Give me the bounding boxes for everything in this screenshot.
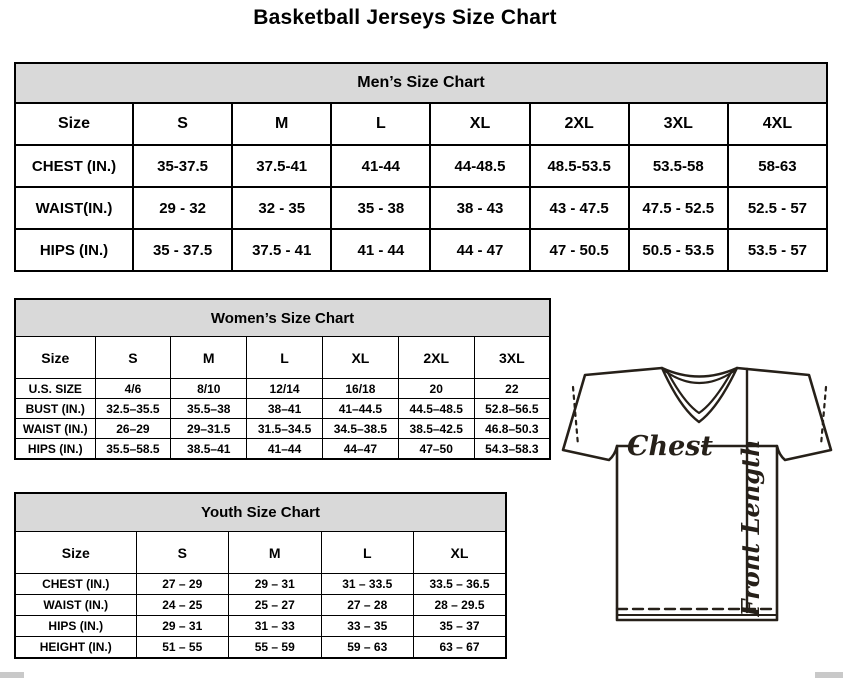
- column-header: 3XL: [629, 103, 728, 145]
- cell: 32.5–35.5: [95, 399, 171, 419]
- table-row: [15, 399, 550, 419]
- cell: 44–47: [322, 439, 398, 460]
- cell: 47.5 - 52.5: [629, 187, 728, 229]
- cell: 31.5–34.5: [247, 419, 323, 439]
- column-header: Size: [15, 337, 95, 379]
- cell: 38–41: [247, 399, 323, 419]
- womens-chart-header-row: [15, 337, 550, 379]
- cell: 44 - 47: [430, 229, 529, 271]
- cell: 41–44: [247, 439, 323, 460]
- cell: 12/14: [247, 379, 323, 399]
- cell: 54.3–58.3: [474, 439, 550, 460]
- cell: 47 - 50.5: [530, 229, 629, 271]
- h-scrollbar-right-button[interactable]: [815, 672, 843, 678]
- mens-chart-title: Men’s Size Chart: [15, 63, 827, 103]
- row-label: WAIST(IN.): [15, 187, 133, 229]
- cell: 31 – 33.5: [321, 574, 414, 595]
- cell: 20: [398, 379, 474, 399]
- cell: 59 – 63: [321, 637, 414, 659]
- page-title: Basketball Jerseys Size Chart: [253, 6, 557, 29]
- column-header: S: [133, 103, 232, 145]
- column-header: XL: [430, 103, 529, 145]
- row-label: HIPS (IN.): [15, 439, 95, 460]
- cell: 53.5-58: [629, 145, 728, 187]
- column-header: Size: [15, 103, 133, 145]
- row-label: HEIGHT (IN.): [15, 637, 136, 659]
- cell: 27 – 29: [136, 574, 229, 595]
- mens-chart-header-row: [15, 103, 827, 145]
- row-label: BUST (IN.): [15, 399, 95, 419]
- cell: 29 – 31: [229, 574, 322, 595]
- cell: 35 - 38: [331, 187, 430, 229]
- column-header: M: [229, 532, 322, 574]
- cell: 44.5–48.5: [398, 399, 474, 419]
- cell: 38 - 43: [430, 187, 529, 229]
- cell: 29 - 32: [133, 187, 232, 229]
- table-row: [15, 637, 506, 659]
- cell: 63 – 67: [414, 637, 507, 659]
- cell: 50.5 - 53.5: [629, 229, 728, 271]
- cell: 43 - 47.5: [530, 187, 629, 229]
- cell: 41-44: [331, 145, 430, 187]
- womens-chart-title: Women’s Size Chart: [15, 299, 550, 337]
- cell: 46.8–50.3: [474, 419, 550, 439]
- cell: 16/18: [322, 379, 398, 399]
- row-label: HIPS (IN.): [15, 229, 133, 271]
- womens-size-chart-table: [14, 298, 551, 460]
- jersey-measurement-diagram: [556, 358, 843, 626]
- column-header: S: [136, 532, 229, 574]
- column-header: XL: [414, 532, 507, 574]
- row-label: WAIST (IN.): [15, 419, 95, 439]
- mens-size-chart-table: [14, 62, 828, 272]
- column-header: L: [331, 103, 430, 145]
- row-label: CHEST (IN.): [15, 145, 133, 187]
- table-row: [15, 187, 827, 229]
- cell: 41–44.5: [322, 399, 398, 419]
- front-length-measure-label: Front Length: [736, 439, 765, 617]
- column-header: S: [95, 337, 171, 379]
- cell: 27 – 28: [321, 595, 414, 616]
- cell: 22: [474, 379, 550, 399]
- cell: 38.5–41: [171, 439, 247, 460]
- cell: 29 – 31: [136, 616, 229, 637]
- cell: 41 - 44: [331, 229, 430, 271]
- cell: 55 – 59: [229, 637, 322, 659]
- cell: 47–50: [398, 439, 474, 460]
- table-row: [15, 145, 827, 187]
- row-label: CHEST (IN.): [15, 574, 136, 595]
- column-header: M: [232, 103, 331, 145]
- column-header: M: [171, 337, 247, 379]
- cell: 8/10: [171, 379, 247, 399]
- cell: 32 - 35: [232, 187, 331, 229]
- column-header: L: [247, 337, 323, 379]
- cell: 37.5-41: [232, 145, 331, 187]
- youth-chart-title: Youth Size Chart: [15, 493, 506, 532]
- cell: 31 – 33: [229, 616, 322, 637]
- jersey-diagram-icon: [556, 358, 843, 626]
- cell: 26–29: [95, 419, 171, 439]
- cell: 35.5–38: [171, 399, 247, 419]
- column-header: XL: [322, 337, 398, 379]
- cell: 38.5–42.5: [398, 419, 474, 439]
- table-row: [15, 419, 550, 439]
- chest-measure-label: Chest: [627, 431, 713, 462]
- table-row: [15, 595, 506, 616]
- cell: 58-63: [728, 145, 827, 187]
- row-label: HIPS (IN.): [15, 616, 136, 637]
- cell: 33 – 35: [321, 616, 414, 637]
- cell: 34.5–38.5: [322, 419, 398, 439]
- cell: 29–31.5: [171, 419, 247, 439]
- table-row: [15, 616, 506, 637]
- cell: 35 – 37: [414, 616, 507, 637]
- table-row: [15, 439, 550, 460]
- cell: 44-48.5: [430, 145, 529, 187]
- cell: 35.5–58.5: [95, 439, 171, 460]
- row-label: WAIST (IN.): [15, 595, 136, 616]
- row-label: U.S. SIZE: [15, 379, 95, 399]
- column-header: 4XL: [728, 103, 827, 145]
- cell: 53.5 - 57: [728, 229, 827, 271]
- cell: 52.5 - 57: [728, 187, 827, 229]
- column-header: L: [321, 532, 414, 574]
- cell: 25 – 27: [229, 595, 322, 616]
- table-row: [15, 379, 550, 399]
- column-header: 2XL: [398, 337, 474, 379]
- cell: 51 – 55: [136, 637, 229, 659]
- cell: 48.5-53.5: [530, 145, 629, 187]
- youth-size-chart-table: [14, 492, 507, 659]
- cell: 35 - 37.5: [133, 229, 232, 271]
- column-header: 3XL: [474, 337, 550, 379]
- mens-chart-title-row: [15, 63, 827, 103]
- youth-chart-header-row: [15, 532, 506, 574]
- cell: 4/6: [95, 379, 171, 399]
- cell: 52.8–56.5: [474, 399, 550, 419]
- cell: 35-37.5: [133, 145, 232, 187]
- cell: 37.5 - 41: [232, 229, 331, 271]
- cell: 33.5 – 36.5: [414, 574, 507, 595]
- column-header: 2XL: [530, 103, 629, 145]
- table-row: [15, 574, 506, 595]
- table-row: [15, 229, 827, 271]
- cell: 28 – 29.5: [414, 595, 507, 616]
- h-scrollbar-left-button[interactable]: [0, 672, 24, 678]
- womens-chart-title-row: [15, 299, 550, 337]
- column-header: Size: [15, 532, 136, 574]
- youth-chart-title-row: [15, 493, 506, 532]
- cell: 24 – 25: [136, 595, 229, 616]
